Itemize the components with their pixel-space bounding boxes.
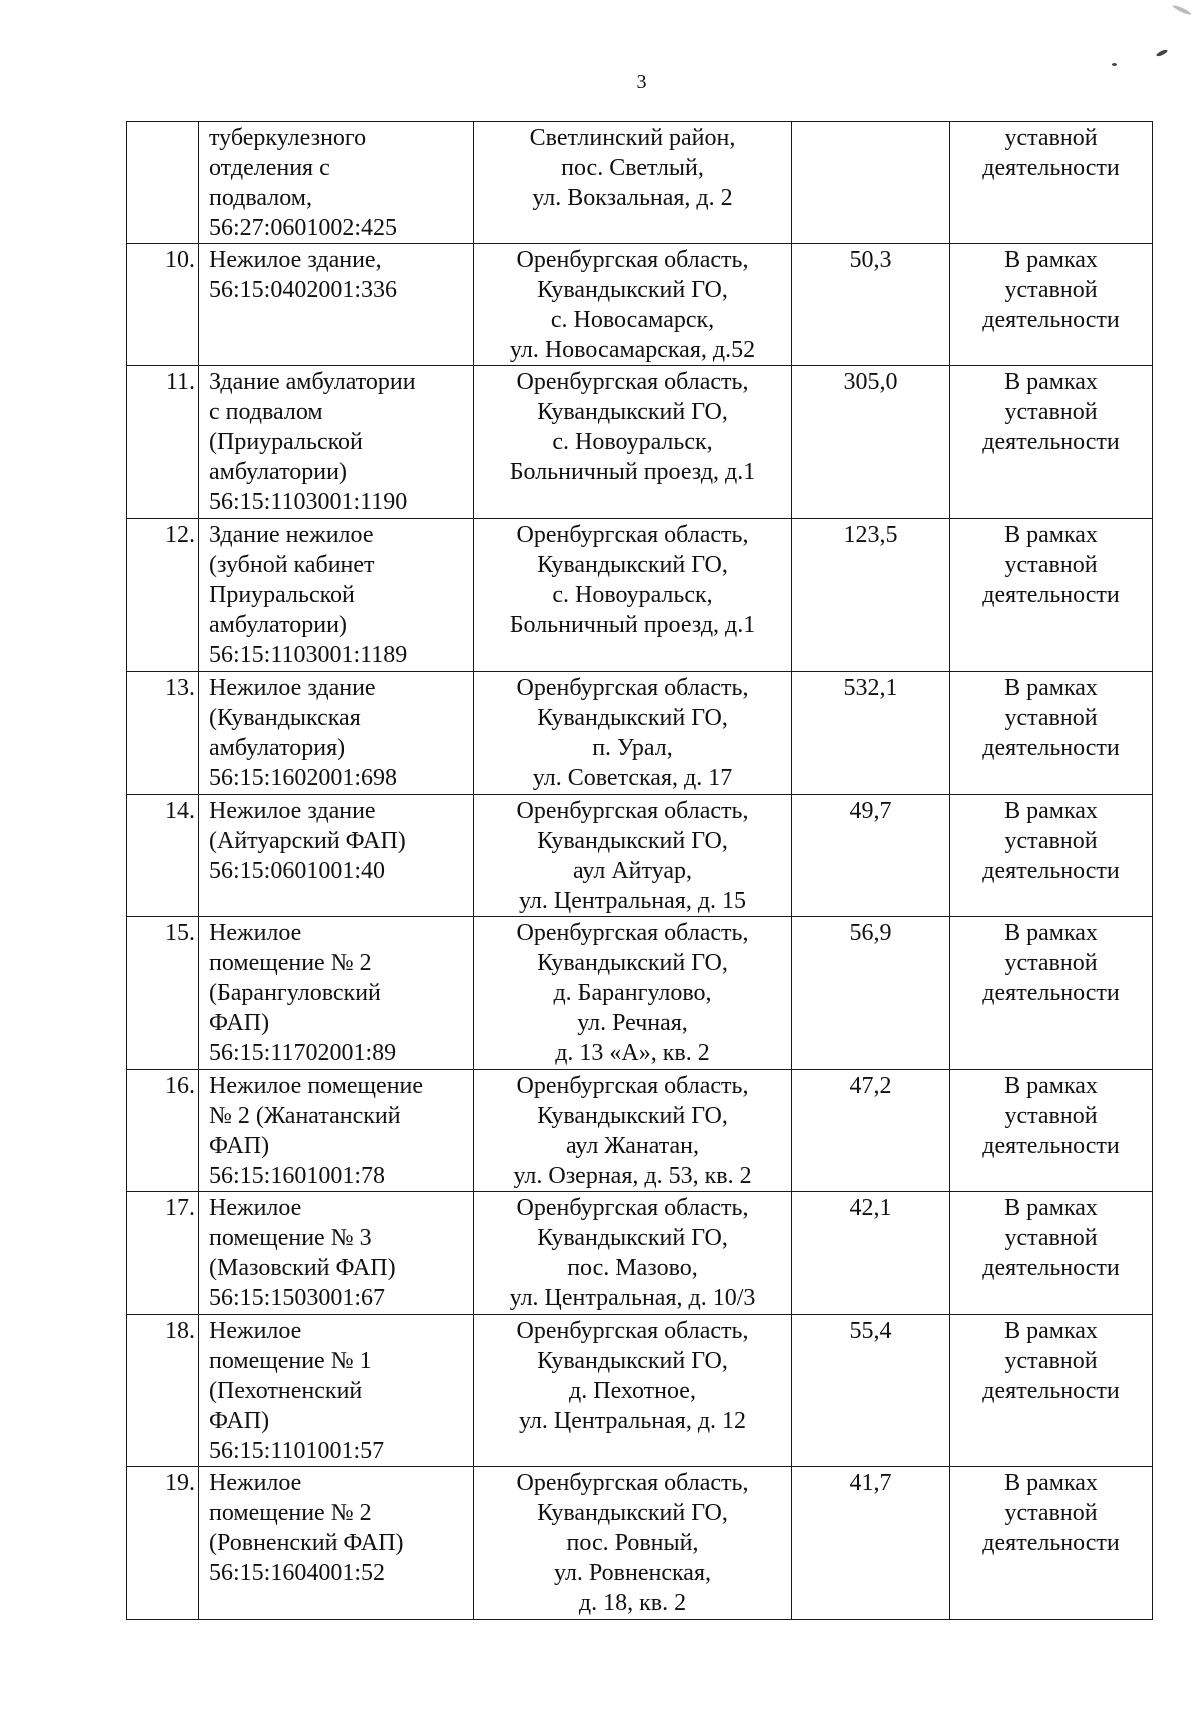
object-name-cell: туберкулезного отделения с подвалом, 56:27:0601002:425 xyxy=(199,122,474,244)
address-cell: Оренбургская область, Кувандыкский ГО, с. Новоуральск, Больничный проезд, д.1 xyxy=(474,366,792,519)
purpose-cell: В рамках уставной деятельности xyxy=(950,1315,1153,1467)
table-row xyxy=(127,1070,1153,1192)
table-row xyxy=(127,519,1153,672)
object-name-cell: Нежилое помещение № 3 (Мазовский ФАП) 56:15:1503001:67 xyxy=(199,1192,474,1315)
table-row xyxy=(127,1315,1153,1467)
object-name-cell: Нежилое помещение № 2 (Ровненский ФАП) 56:15:1604001:52 xyxy=(199,1467,474,1620)
address-cell: Оренбургская область, Кувандыкский ГО, аул Жанатан, ул. Озерная, д. 53, кв. 2 xyxy=(474,1070,792,1192)
table-row xyxy=(127,122,1153,244)
purpose-cell: В рамках уставной деятельности xyxy=(950,672,1153,795)
object-name-cell: Здание амбулатории с подвалом (Приуральской амбулатории) 56:15:1103001:1190 xyxy=(199,366,474,519)
object-name-cell: Нежилое помещение № 2 (Жанатанский ФАП) 56:15:1601001:78 xyxy=(199,1070,474,1192)
row-number: 16. xyxy=(127,1070,199,1192)
purpose-cell: В рамках уставной деятельности xyxy=(950,366,1153,519)
area-cell: 41,7 xyxy=(792,1467,950,1620)
purpose-cell: уставной деятельности xyxy=(950,122,1153,244)
scan-speck xyxy=(1156,49,1169,58)
area-cell: 47,2 xyxy=(792,1070,950,1192)
row-number: 15. xyxy=(127,917,199,1070)
table-row xyxy=(127,366,1153,519)
purpose-cell: В рамках уставной деятельности xyxy=(950,519,1153,672)
address-cell: Оренбургская область, Кувандыкский ГО, с. Новоуральск, Больничный проезд, д.1 xyxy=(474,519,792,672)
address-cell: Оренбургская область, Кувандыкский ГО, д. Барангулово, ул. Речная, д. 13 «А», кв. 2 xyxy=(474,917,792,1070)
area-cell: 532,1 xyxy=(792,672,950,795)
address-cell: Светлинский район, пос. Светлый, ул. Вокзальная, д. 2 xyxy=(474,122,792,244)
row-number: 19. xyxy=(127,1467,199,1620)
object-name-cell: Нежилое помещение № 1 (Пехотненский ФАП) 56:15:1101001:57 xyxy=(199,1315,474,1467)
table-row xyxy=(127,244,1153,366)
address-cell: Оренбургская область, Кувандыкский ГО, д. Пехотное, ул. Центральная, д. 12 xyxy=(474,1315,792,1467)
row-number: 17. xyxy=(127,1192,199,1315)
table-row xyxy=(127,1192,1153,1315)
address-cell: Оренбургская область, Кувандыкский ГО, пос. Ровный, ул. Ровненская, д. 18, кв. 2 xyxy=(474,1467,792,1620)
address-cell: Оренбургская область, Кувандыкский ГО, п. Урал, ул. Советская, д. 17 xyxy=(474,672,792,795)
object-name-cell: Нежилое помещение № 2 (Барангуловский ФАП) 56:15:11702001:89 xyxy=(199,917,474,1070)
area-cell: 55,4 xyxy=(792,1315,950,1467)
table-row xyxy=(127,1467,1153,1620)
area-cell: 50,3 xyxy=(792,244,950,366)
table-row xyxy=(127,795,1153,917)
row-number: 11. xyxy=(127,366,199,519)
address-cell: Оренбургская область, Кувандыкский ГО, пос. Мазово, ул. Центральная, д. 10/3 xyxy=(474,1192,792,1315)
row-number: 13. xyxy=(127,672,199,795)
purpose-cell: В рамках уставной деятельности xyxy=(950,1192,1153,1315)
purpose-cell: В рамках уставной деятельности xyxy=(950,244,1153,366)
purpose-cell: В рамках уставной деятельности xyxy=(950,917,1153,1070)
area-cell: 305,0 xyxy=(792,366,950,519)
table-row xyxy=(127,672,1153,795)
table-row xyxy=(127,917,1153,1070)
area-cell: 56,9 xyxy=(792,917,950,1070)
property-registry-table xyxy=(126,121,1153,1620)
object-name-cell: Нежилое здание (Кувандыкская амбулатория) 56:15:1602001:698 xyxy=(199,672,474,795)
object-name-cell: Здание нежилое (зубной кабинет Приуральской амбулатории) 56:15:1103001:1189 xyxy=(199,519,474,672)
purpose-cell: В рамках уставной деятельности xyxy=(950,1467,1153,1620)
object-name-cell: Нежилое здание, 56:15:0402001:336 xyxy=(199,244,474,366)
object-name-cell: Нежилое здание (Айтуарский ФАП) 56:15:0601001:40 xyxy=(199,795,474,917)
address-cell: Оренбургская область, Кувандыкский ГО, аул Айтуар, ул. Центральная, д. 15 xyxy=(474,795,792,917)
scan-speck xyxy=(1112,63,1117,66)
address-cell: Оренбургская область, Кувандыкский ГО, с. Новосамарск, ул. Новосамарская, д.52 xyxy=(474,244,792,366)
row-number: 10. xyxy=(127,244,199,366)
row-number xyxy=(127,122,199,244)
area-cell: 123,5 xyxy=(792,519,950,672)
scan-speck xyxy=(1172,4,1192,16)
purpose-cell: В рамках уставной деятельности xyxy=(950,1070,1153,1192)
area-cell xyxy=(792,122,950,244)
row-number: 12. xyxy=(127,519,199,672)
row-number: 14. xyxy=(127,795,199,917)
row-number: 18. xyxy=(127,1315,199,1467)
page-number: 3 xyxy=(636,71,647,93)
area-cell: 49,7 xyxy=(792,795,950,917)
area-cell: 42,1 xyxy=(792,1192,950,1315)
purpose-cell: В рамках уставной деятельности xyxy=(950,795,1153,917)
